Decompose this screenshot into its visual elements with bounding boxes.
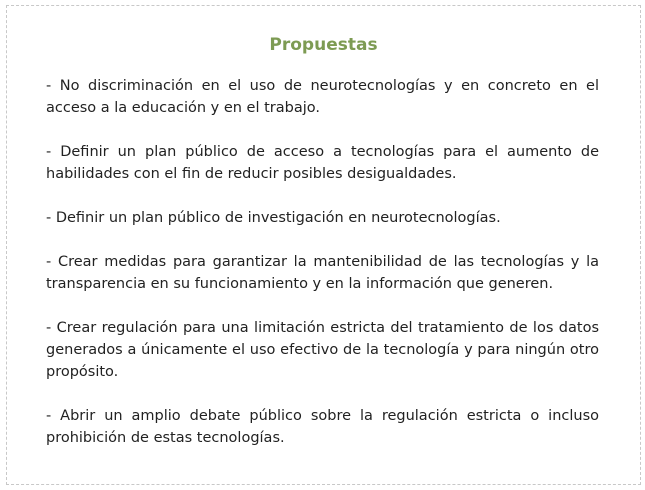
proposal-item: - Abrir un amplio debate público sobre la regulación estricta o incluso prohibición de estas tecnologías. xyxy=(46,408,599,446)
proposal-item: - No discriminación en el uso de neurotecnologías y en concreto en el acceso a la educación y en el trabajo. xyxy=(46,78,599,116)
proposals-box xyxy=(6,5,641,485)
proposal-item: - Definir un plan público de investigación en neurotecnologías. xyxy=(46,210,501,226)
proposals-title: Propuestas xyxy=(269,35,378,55)
proposals-list xyxy=(46,75,599,471)
proposal-item: - Crear medidas para garantizar la mantenibilidad de las tecnologías y la transparencia en su funcionamiento y en la información que generen. xyxy=(46,254,599,292)
proposal-item: - Definir un plan público de acceso a tecnologías para el aumento de habilidades con el fin de reducir posibles desigualdades. xyxy=(46,144,599,182)
proposal-item: - Crear regulación para una limitación estricta del tratamiento de los datos generados a únicamente el uso efectivo de la tecnología y para ningún otro propósito. xyxy=(46,320,599,380)
